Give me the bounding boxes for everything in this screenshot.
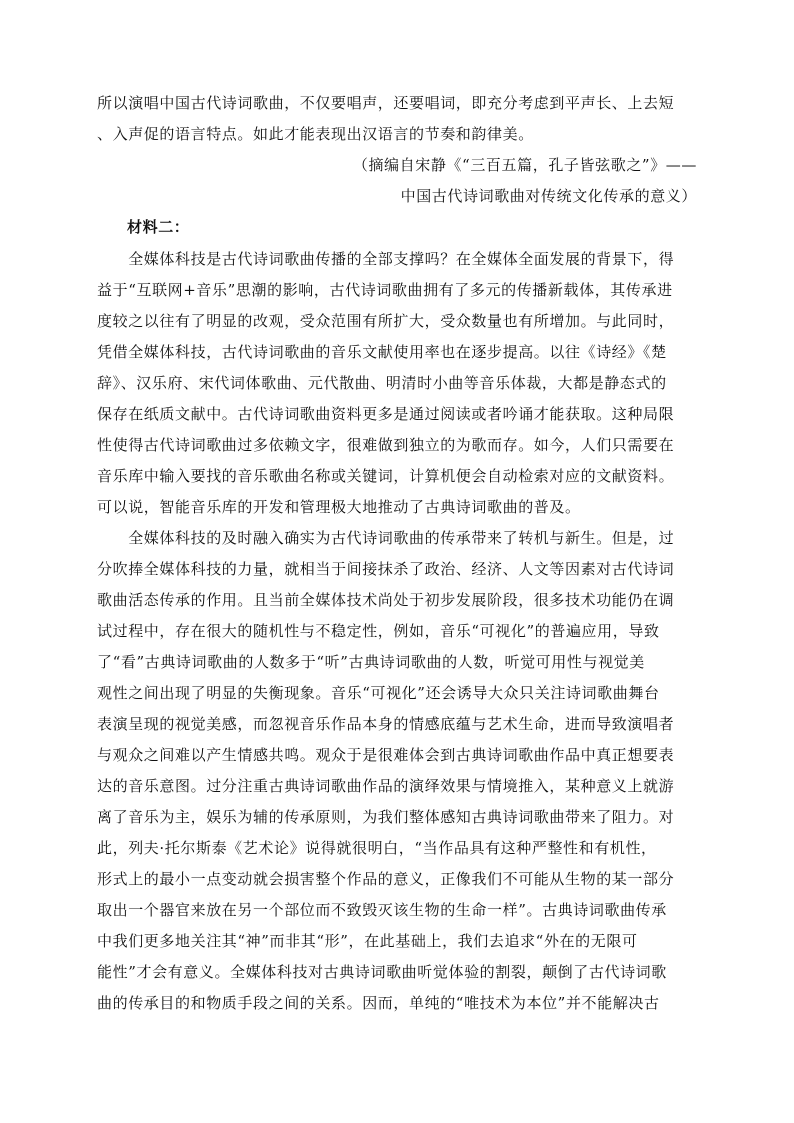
text-line: 了“看”古典诗词歌曲的人数多于“听”古典诗词歌曲的人数，听觉可用性与视觉美 — [97, 653, 645, 671]
text-line: 取出一个器官来放在另一个部位而不致毁灭该生物的生命一样”。古典诗词歌曲传承 — [97, 901, 667, 919]
text-line: 度较之以往有了明显的改观，受众范围有所扩大，受众数量也有所增加。与此同时， — [97, 312, 675, 330]
text-line: 试过程中，存在很大的随机性与不稳定性，例如，音乐“可视化”的普遍应用，导致 — [97, 622, 660, 640]
text-line: 达的音乐意图。过分注重古典诗词歌曲作品的演绎效果与情境推入，某种意义上就游 — [97, 777, 675, 795]
paragraph-2 — [97, 523, 697, 1019]
text-line: 凭借全媒体科技，古代诗词歌曲的音乐文献使用率也在逐步提高。以往《诗经》《楚 — [97, 343, 667, 361]
text-line: 表演呈现的视觉美感，而忽视音乐作品本身的情感底蕴与艺术生命，进而导致演唱者 — [97, 715, 675, 733]
text-line: 与观众之间难以产生情感共鸣。观众于是很难体会到古典诗词歌曲作品中真正想要表 — [97, 746, 675, 764]
text-line: 曲的传承目的和物质手段之间的关系。因而，单纯的“唯技术为本位”并不能解决古 — [97, 994, 660, 1012]
text-line: 所以演唱中国古代诗词歌曲，不仅要唱声，还要唱词，即充分考虑到平声长、上去短 — [97, 94, 675, 112]
text-line: 益于“互联网+音乐”思潮的影响，古代诗词歌曲拥有了多元的传播新载体，其传承进 — [97, 281, 673, 299]
text-line: 可以说，智能音乐库的开发和管理极大地推动了古典诗词歌曲的普及。 — [97, 498, 581, 516]
text-line: 歌曲活态传承的作用。且当前全媒体技术尚处于初步发展阶段，很多技术功能仍在调 — [97, 591, 675, 609]
text-line: 能性”才会有意义。全媒体科技对古典诗词歌曲听觉体验的割裂，颠倒了古代诗词歌 — [97, 963, 667, 981]
text-line: 形式上的最小一点变动就会损害整个作品的意义，正像我们不可能从生物的某一部分 — [97, 870, 675, 888]
paragraph-top — [97, 88, 697, 150]
text-line: 音乐库中输入要找的音乐歌曲名称或关键词，计算机便会自动检索对应的文献资料。 — [97, 467, 675, 485]
text-line: 、入声促的语言特点。如此才能表现出汉语言的节奏和韵律美。 — [97, 125, 534, 143]
text-line: 全媒体科技是古代诗词歌曲传播的全部支撑吗？在全媒体全面发展的背景下，得 — [97, 250, 675, 268]
section-heading: 材料二： — [127, 218, 190, 236]
text-line: 观性之间出现了明显的失衡现象。音乐“可视化”还会诱导大众只关注诗词歌曲舞台 — [97, 684, 660, 702]
citation-line: 中国古代诗词歌曲对传统文化传承的意义） — [400, 187, 697, 205]
text-line: 分吹捧全媒体科技的力量，就相当于间接抹杀了政治、经济、人文等因素对古代诗词 — [97, 560, 675, 578]
paragraph-1 — [97, 244, 697, 523]
text-line: 此，列夫·托尔斯泰《艺术论》说得就很明白，“当作品具有这种严整性和有机性， — [97, 839, 657, 857]
text-line: 全媒体科技的及时融入确实为古代诗词歌曲的传承带来了转机与新生。但是，过 — [97, 529, 675, 547]
text-line: 离了音乐为主，娱乐为辅的传承原则，为我们整体感知古典诗词歌曲带来了阻力。对 — [97, 808, 675, 826]
section-heading-block — [97, 212, 697, 243]
text-line: 保存在纸质文献中。古代诗词歌曲资料更多是通过阅读或者吟诵才能获取。这种局限 — [97, 405, 675, 423]
text-line: 辞》、汉乐府、宋代词体歌曲、元代散曲、明清时小曲等音乐体裁，大都是静态式的 — [97, 374, 667, 392]
citation — [97, 150, 697, 212]
text-line: 中我们更多地关注其“神”而非其“形”，在此基础上，我们去追求“外在的无限可 — [97, 932, 638, 950]
text-line: 性使得古代诗词歌曲过多依赖文字，很难做到独立的为歌而存。如今，人们只需要在 — [97, 436, 675, 454]
citation-line: （摘编自宋静《“三百五篇，孔子皆弦歌之”》—— — [352, 156, 697, 174]
